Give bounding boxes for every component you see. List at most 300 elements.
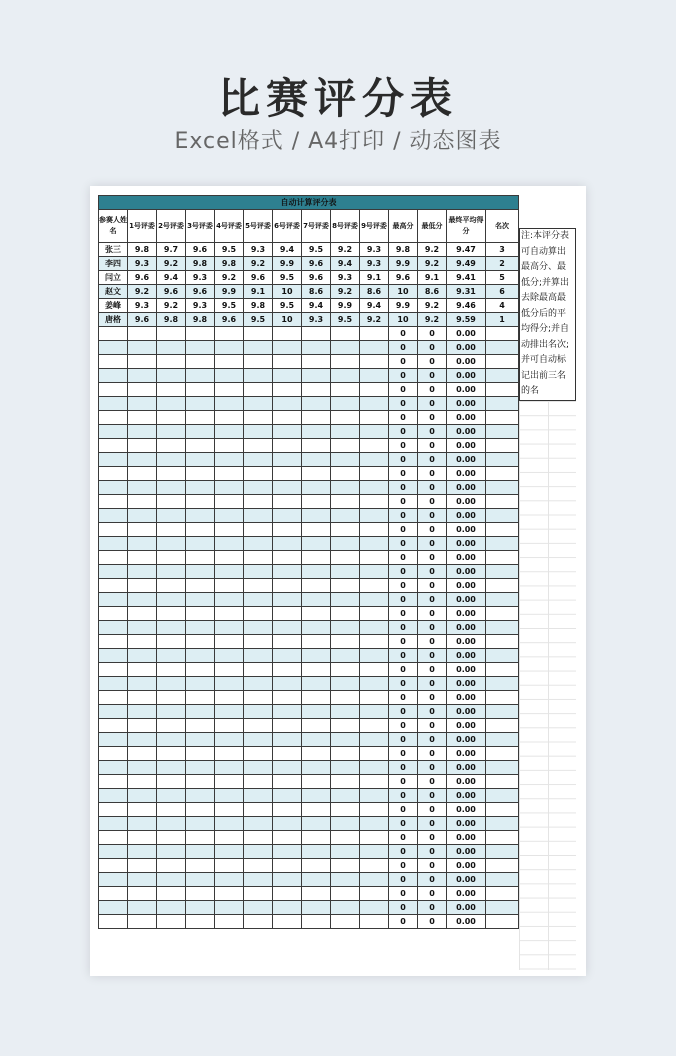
table-cell[interactable] xyxy=(186,369,215,383)
table-cell[interactable] xyxy=(331,551,360,565)
table-cell[interactable] xyxy=(244,593,273,607)
table-cell[interactable] xyxy=(128,761,157,775)
table-cell[interactable] xyxy=(186,453,215,467)
table-cell[interactable]: 0 xyxy=(389,509,418,523)
table-cell[interactable] xyxy=(331,411,360,425)
table-cell[interactable] xyxy=(99,747,128,761)
table-cell[interactable] xyxy=(215,355,244,369)
table-cell[interactable] xyxy=(273,887,302,901)
table-cell[interactable] xyxy=(273,789,302,803)
table-cell[interactable]: 0 xyxy=(418,775,447,789)
table-cell[interactable] xyxy=(302,495,331,509)
table-cell[interactable] xyxy=(128,523,157,537)
table-cell[interactable] xyxy=(273,383,302,397)
table-cell[interactable]: 9.5 xyxy=(331,313,360,327)
table-cell[interactable] xyxy=(215,859,244,873)
table-cell[interactable] xyxy=(486,845,519,859)
table-cell[interactable] xyxy=(302,859,331,873)
table-cell[interactable] xyxy=(215,621,244,635)
table-cell[interactable]: 9.9 xyxy=(389,257,418,271)
table-cell[interactable] xyxy=(273,425,302,439)
table-cell[interactable]: 9.8 xyxy=(244,299,273,313)
table-cell[interactable] xyxy=(186,775,215,789)
table-cell[interactable] xyxy=(186,467,215,481)
table-cell[interactable] xyxy=(215,873,244,887)
table-cell[interactable] xyxy=(157,831,186,845)
table-cell[interactable]: 0 xyxy=(389,761,418,775)
table-cell[interactable] xyxy=(244,803,273,817)
table-cell[interactable]: 0 xyxy=(418,411,447,425)
table-cell[interactable] xyxy=(99,733,128,747)
table-cell[interactable]: 0.00 xyxy=(447,523,486,537)
table-cell[interactable] xyxy=(186,551,215,565)
table-cell[interactable] xyxy=(215,565,244,579)
table-cell[interactable] xyxy=(486,495,519,509)
table-cell[interactable] xyxy=(128,355,157,369)
table-cell[interactable] xyxy=(215,383,244,397)
table-cell[interactable] xyxy=(244,439,273,453)
table-cell[interactable]: 0 xyxy=(418,859,447,873)
table-cell[interactable] xyxy=(360,509,389,523)
table-cell[interactable] xyxy=(128,495,157,509)
table-cell[interactable] xyxy=(157,355,186,369)
table-cell[interactable] xyxy=(157,397,186,411)
table-cell[interactable] xyxy=(244,537,273,551)
table-cell[interactable] xyxy=(360,579,389,593)
table-cell[interactable] xyxy=(215,467,244,481)
table-cell[interactable] xyxy=(331,733,360,747)
table-cell[interactable] xyxy=(273,775,302,789)
table-cell[interactable]: 0 xyxy=(418,817,447,831)
table-cell[interactable] xyxy=(331,341,360,355)
table-cell[interactable] xyxy=(302,747,331,761)
table-cell[interactable] xyxy=(360,467,389,481)
table-cell[interactable]: 0.00 xyxy=(447,635,486,649)
table-cell[interactable]: 9.4 xyxy=(157,271,186,285)
table-cell[interactable] xyxy=(360,341,389,355)
table-cell[interactable] xyxy=(331,859,360,873)
table-cell[interactable] xyxy=(99,761,128,775)
table-cell[interactable] xyxy=(186,509,215,523)
table-cell[interactable] xyxy=(486,663,519,677)
table-cell[interactable]: 9.2 xyxy=(418,313,447,327)
table-cell[interactable] xyxy=(215,369,244,383)
table-cell[interactable]: 0.00 xyxy=(447,775,486,789)
table-cell[interactable]: 9.5 xyxy=(302,243,331,257)
table-cell[interactable]: 0 xyxy=(418,341,447,355)
table-cell[interactable]: 0 xyxy=(418,705,447,719)
column-header[interactable]: 名次 xyxy=(486,210,519,243)
table-cell[interactable] xyxy=(157,495,186,509)
table-cell[interactable] xyxy=(273,803,302,817)
table-cell[interactable]: 0 xyxy=(418,915,447,929)
table-cell[interactable]: 9.5 xyxy=(215,243,244,257)
table-cell[interactable] xyxy=(128,817,157,831)
table-cell[interactable]: 0 xyxy=(418,803,447,817)
table-cell[interactable] xyxy=(360,397,389,411)
table-cell[interactable] xyxy=(128,537,157,551)
table-cell[interactable]: 9.6 xyxy=(157,285,186,299)
table-cell[interactable] xyxy=(331,383,360,397)
table-cell[interactable]: 0 xyxy=(418,509,447,523)
table-cell[interactable] xyxy=(157,775,186,789)
table-cell[interactable] xyxy=(302,761,331,775)
table-cell[interactable] xyxy=(157,705,186,719)
table-cell[interactable] xyxy=(186,705,215,719)
table-cell[interactable] xyxy=(486,565,519,579)
table-cell[interactable]: 0 xyxy=(418,551,447,565)
table-cell[interactable] xyxy=(186,635,215,649)
table-cell[interactable] xyxy=(157,621,186,635)
table-cell[interactable] xyxy=(215,341,244,355)
table-cell[interactable]: 0 xyxy=(389,355,418,369)
table-cell[interactable] xyxy=(215,915,244,929)
table-cell[interactable] xyxy=(486,859,519,873)
table-cell[interactable]: 9.2 xyxy=(244,257,273,271)
table-cell[interactable] xyxy=(215,733,244,747)
table-cell[interactable]: 9.6 xyxy=(302,271,331,285)
table-cell[interactable] xyxy=(331,747,360,761)
table-cell[interactable]: 0 xyxy=(418,467,447,481)
table-cell[interactable] xyxy=(157,915,186,929)
table-cell[interactable] xyxy=(360,593,389,607)
table-cell[interactable] xyxy=(486,887,519,901)
table-cell[interactable] xyxy=(486,621,519,635)
table-cell[interactable] xyxy=(215,705,244,719)
table-cell[interactable] xyxy=(215,649,244,663)
table-cell[interactable]: 0 xyxy=(418,691,447,705)
table-cell[interactable] xyxy=(157,761,186,775)
table-cell[interactable] xyxy=(128,901,157,915)
table-cell[interactable] xyxy=(486,635,519,649)
table-cell[interactable] xyxy=(186,915,215,929)
table-cell[interactable] xyxy=(244,397,273,411)
table-cell[interactable]: 0 xyxy=(389,901,418,915)
table-cell[interactable]: 0 xyxy=(418,425,447,439)
table-cell[interactable] xyxy=(128,453,157,467)
table-cell[interactable] xyxy=(331,677,360,691)
table-cell[interactable] xyxy=(302,565,331,579)
table-cell[interactable] xyxy=(302,901,331,915)
table-cell[interactable] xyxy=(360,733,389,747)
table-cell[interactable]: 0.00 xyxy=(447,411,486,425)
table-cell[interactable] xyxy=(331,663,360,677)
table-cell[interactable]: 0 xyxy=(389,593,418,607)
column-header[interactable]: 最高分 xyxy=(389,210,418,243)
table-cell[interactable] xyxy=(273,817,302,831)
table-cell[interactable] xyxy=(157,369,186,383)
table-cell[interactable]: 0.00 xyxy=(447,467,486,481)
table-cell[interactable]: 0 xyxy=(418,873,447,887)
column-header[interactable]: 5号评委 xyxy=(244,210,273,243)
table-cell[interactable] xyxy=(244,901,273,915)
table-cell[interactable]: 10 xyxy=(389,313,418,327)
table-cell[interactable] xyxy=(157,733,186,747)
table-cell[interactable] xyxy=(128,831,157,845)
table-cell[interactable] xyxy=(99,425,128,439)
table-cell[interactable] xyxy=(360,803,389,817)
table-cell[interactable] xyxy=(273,341,302,355)
table-cell[interactable] xyxy=(215,327,244,341)
table-cell[interactable] xyxy=(186,817,215,831)
table-cell[interactable]: 9.3 xyxy=(331,271,360,285)
table-cell[interactable] xyxy=(486,831,519,845)
table-cell[interactable]: 0 xyxy=(389,747,418,761)
table-cell[interactable] xyxy=(157,425,186,439)
table-cell[interactable]: 9.9 xyxy=(273,257,302,271)
table-cell[interactable] xyxy=(302,775,331,789)
table-cell[interactable]: 0.00 xyxy=(447,901,486,915)
table-cell[interactable] xyxy=(244,327,273,341)
table-cell[interactable] xyxy=(99,873,128,887)
table-cell[interactable] xyxy=(273,901,302,915)
table-cell[interactable]: 0 xyxy=(389,481,418,495)
rank-cell[interactable]: 2 xyxy=(486,257,519,271)
column-header[interactable]: 参赛人姓名 xyxy=(99,210,128,243)
table-cell[interactable]: 0 xyxy=(389,803,418,817)
table-cell[interactable] xyxy=(331,845,360,859)
table-cell[interactable] xyxy=(302,887,331,901)
table-cell[interactable]: 0 xyxy=(389,537,418,551)
table-cell[interactable] xyxy=(99,341,128,355)
table-cell[interactable] xyxy=(99,831,128,845)
table-cell[interactable] xyxy=(128,565,157,579)
table-cell[interactable]: 9.6 xyxy=(302,257,331,271)
rank-cell[interactable]: 4 xyxy=(486,299,519,313)
table-cell[interactable] xyxy=(486,383,519,397)
table-cell[interactable] xyxy=(331,481,360,495)
table-cell[interactable] xyxy=(331,873,360,887)
table-cell[interactable]: 0 xyxy=(389,397,418,411)
table-cell[interactable] xyxy=(215,593,244,607)
table-cell[interactable]: 0.00 xyxy=(447,705,486,719)
table-cell[interactable] xyxy=(302,607,331,621)
table-cell[interactable] xyxy=(331,649,360,663)
table-cell[interactable]: 0 xyxy=(418,789,447,803)
table-cell[interactable] xyxy=(331,775,360,789)
table-cell[interactable] xyxy=(99,803,128,817)
table-cell[interactable] xyxy=(244,845,273,859)
table-cell[interactable]: 0 xyxy=(389,859,418,873)
table-cell[interactable]: 9.2 xyxy=(360,313,389,327)
table-cell[interactable] xyxy=(215,411,244,425)
table-cell[interactable]: 0.00 xyxy=(447,481,486,495)
table-cell[interactable] xyxy=(486,915,519,929)
table-cell[interactable] xyxy=(486,355,519,369)
table-cell[interactable]: 0.00 xyxy=(447,425,486,439)
table-cell[interactable] xyxy=(331,831,360,845)
table-cell[interactable] xyxy=(244,705,273,719)
table-cell[interactable] xyxy=(244,817,273,831)
table-cell[interactable] xyxy=(360,411,389,425)
table-cell[interactable]: 0 xyxy=(418,747,447,761)
table-cell[interactable] xyxy=(486,873,519,887)
table-cell[interactable]: 0 xyxy=(389,439,418,453)
table-cell[interactable]: 0.00 xyxy=(447,845,486,859)
participant-name-cell[interactable]: 唐格 xyxy=(99,313,128,327)
table-cell[interactable] xyxy=(99,551,128,565)
table-cell[interactable]: 0.00 xyxy=(447,593,486,607)
table-cell[interactable]: 9.5 xyxy=(244,313,273,327)
table-cell[interactable] xyxy=(486,691,519,705)
table-cell[interactable] xyxy=(273,369,302,383)
table-cell[interactable] xyxy=(273,621,302,635)
table-cell[interactable] xyxy=(128,579,157,593)
table-cell[interactable] xyxy=(273,579,302,593)
table-cell[interactable] xyxy=(360,621,389,635)
table-cell[interactable] xyxy=(360,537,389,551)
table-cell[interactable] xyxy=(157,551,186,565)
table-cell[interactable] xyxy=(360,635,389,649)
table-cell[interactable] xyxy=(331,439,360,453)
table-cell[interactable]: 0 xyxy=(418,887,447,901)
table-cell[interactable] xyxy=(331,621,360,635)
table-cell[interactable] xyxy=(331,537,360,551)
table-cell[interactable] xyxy=(486,733,519,747)
table-cell[interactable] xyxy=(215,761,244,775)
table-cell[interactable] xyxy=(186,495,215,509)
table-cell[interactable] xyxy=(186,873,215,887)
table-cell[interactable] xyxy=(157,537,186,551)
table-cell[interactable] xyxy=(99,481,128,495)
table-cell[interactable] xyxy=(186,789,215,803)
table-cell[interactable]: 0 xyxy=(418,621,447,635)
table-cell[interactable] xyxy=(486,593,519,607)
table-cell[interactable] xyxy=(331,425,360,439)
table-cell[interactable]: 0.00 xyxy=(447,649,486,663)
table-cell[interactable]: 9.3 xyxy=(360,243,389,257)
table-cell[interactable] xyxy=(186,803,215,817)
table-cell[interactable]: 0 xyxy=(418,579,447,593)
table-cell[interactable] xyxy=(215,747,244,761)
table-cell[interactable]: 0.00 xyxy=(447,369,486,383)
table-cell[interactable] xyxy=(486,411,519,425)
table-cell[interactable] xyxy=(244,565,273,579)
table-cell[interactable] xyxy=(157,523,186,537)
table-cell[interactable]: 0 xyxy=(418,397,447,411)
table-cell[interactable]: 0.00 xyxy=(447,453,486,467)
table-cell[interactable] xyxy=(157,383,186,397)
table-cell[interactable] xyxy=(99,845,128,859)
table-cell[interactable] xyxy=(302,733,331,747)
table-cell[interactable] xyxy=(360,817,389,831)
table-cell[interactable] xyxy=(302,327,331,341)
table-cell[interactable] xyxy=(186,901,215,915)
table-cell[interactable] xyxy=(99,467,128,481)
table-cell[interactable] xyxy=(215,817,244,831)
table-cell[interactable] xyxy=(244,789,273,803)
table-cell[interactable] xyxy=(186,383,215,397)
table-cell[interactable]: 0.00 xyxy=(447,761,486,775)
table-cell[interactable]: 0.00 xyxy=(447,537,486,551)
table-cell[interactable] xyxy=(99,691,128,705)
table-cell[interactable]: 0 xyxy=(418,327,447,341)
table-cell[interactable]: 0 xyxy=(389,789,418,803)
table-cell[interactable] xyxy=(215,663,244,677)
table-cell[interactable]: 9.2 xyxy=(215,271,244,285)
table-cell[interactable] xyxy=(360,607,389,621)
table-cell[interactable]: 9.6 xyxy=(128,313,157,327)
table-cell[interactable]: 0 xyxy=(389,579,418,593)
table-cell[interactable] xyxy=(244,915,273,929)
table-cell[interactable] xyxy=(128,719,157,733)
table-cell[interactable]: 0 xyxy=(389,453,418,467)
table-cell[interactable] xyxy=(360,761,389,775)
table-cell[interactable]: 9.2 xyxy=(331,243,360,257)
table-cell[interactable] xyxy=(157,453,186,467)
table-cell[interactable] xyxy=(186,719,215,733)
table-cell[interactable] xyxy=(273,859,302,873)
table-cell[interactable] xyxy=(99,663,128,677)
table-cell[interactable] xyxy=(186,859,215,873)
table-cell[interactable] xyxy=(157,327,186,341)
table-cell[interactable]: 0 xyxy=(418,481,447,495)
table-cell[interactable] xyxy=(186,887,215,901)
table-cell[interactable] xyxy=(157,439,186,453)
table-cell[interactable] xyxy=(244,453,273,467)
table-cell[interactable] xyxy=(273,705,302,719)
table-cell[interactable] xyxy=(99,509,128,523)
table-cell[interactable] xyxy=(244,495,273,509)
table-cell[interactable] xyxy=(215,439,244,453)
table-cell[interactable] xyxy=(244,649,273,663)
table-cell[interactable] xyxy=(486,803,519,817)
table-cell[interactable] xyxy=(186,677,215,691)
table-cell[interactable] xyxy=(331,565,360,579)
table-cell[interactable] xyxy=(331,495,360,509)
table-cell[interactable]: 0.00 xyxy=(447,397,486,411)
column-header[interactable]: 7号评委 xyxy=(302,210,331,243)
table-cell[interactable]: 0 xyxy=(418,845,447,859)
table-cell[interactable]: 0 xyxy=(418,649,447,663)
table-cell[interactable]: 9.6 xyxy=(389,271,418,285)
table-cell[interactable] xyxy=(244,579,273,593)
table-cell[interactable] xyxy=(360,789,389,803)
column-header[interactable]: 最终平均得分 xyxy=(447,210,486,243)
table-cell[interactable] xyxy=(302,817,331,831)
table-cell[interactable] xyxy=(186,761,215,775)
table-cell[interactable]: 9.5 xyxy=(273,271,302,285)
table-cell[interactable] xyxy=(360,831,389,845)
table-cell[interactable]: 9.8 xyxy=(186,257,215,271)
table-cell[interactable] xyxy=(186,845,215,859)
table-cell[interactable] xyxy=(486,649,519,663)
table-cell[interactable]: 0 xyxy=(389,327,418,341)
table-cell[interactable]: 9.2 xyxy=(331,285,360,299)
table-cell[interactable] xyxy=(331,369,360,383)
table-cell[interactable] xyxy=(331,803,360,817)
table-cell[interactable] xyxy=(99,775,128,789)
table-cell[interactable] xyxy=(273,467,302,481)
table-cell[interactable]: 0.00 xyxy=(447,663,486,677)
table-cell[interactable] xyxy=(99,355,128,369)
table-cell[interactable] xyxy=(244,355,273,369)
column-header[interactable]: 最低分 xyxy=(418,210,447,243)
table-cell[interactable]: 9.6 xyxy=(186,243,215,257)
table-cell[interactable] xyxy=(360,495,389,509)
table-cell[interactable] xyxy=(244,411,273,425)
table-cell[interactable] xyxy=(244,551,273,565)
table-cell[interactable] xyxy=(157,817,186,831)
table-cell[interactable] xyxy=(244,523,273,537)
table-cell[interactable]: 0 xyxy=(389,635,418,649)
table-cell[interactable] xyxy=(157,859,186,873)
table-cell[interactable] xyxy=(273,495,302,509)
table-cell[interactable]: 0 xyxy=(389,649,418,663)
table-cell[interactable]: 0 xyxy=(389,873,418,887)
table-cell[interactable] xyxy=(128,425,157,439)
table-cell[interactable] xyxy=(215,803,244,817)
